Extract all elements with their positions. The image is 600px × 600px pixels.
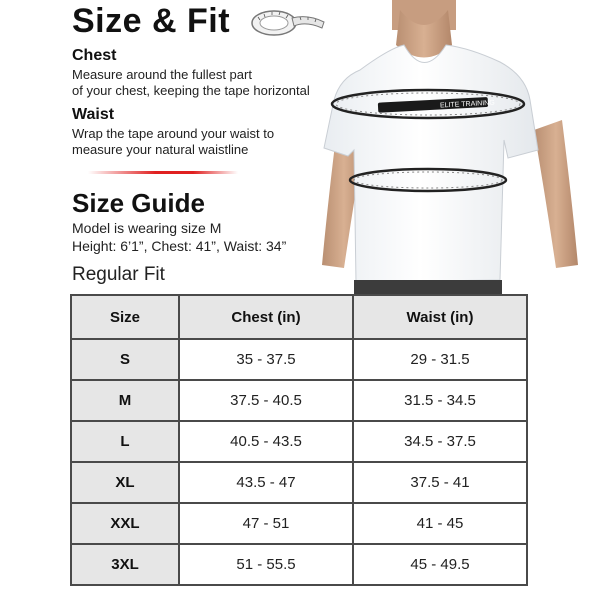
size-cell: XXL [71,503,179,544]
size-chart-table [70,294,528,586]
column-header-size: Size [71,295,179,339]
size-guide-heading: Size Guide [72,188,205,218]
chest-cell: 40.5 - 43.5 [179,421,353,462]
table-row [71,339,527,380]
waist-cell: 41 - 45 [353,503,527,544]
size-cell: S [71,339,179,380]
waist-cell: 45 - 49.5 [353,544,527,585]
model-photo [300,0,600,295]
fit-type-label: Regular Fit [72,264,165,285]
column-header-waist: Waist (in) [353,295,527,339]
chest-cell: 47 - 51 [179,503,353,544]
model-size-note: Model is wearing size M [72,220,222,236]
waist-cell: 37.5 - 41 [353,462,527,503]
waist-cell: 34.5 - 37.5 [353,421,527,462]
size-cell: XL [71,462,179,503]
size-cell: L [71,421,179,462]
model-measurements-note: Height: 6’1”, Chest: 41”, Waist: 34” [72,238,287,254]
table-row [71,544,527,585]
chest-instruction-line-1: Measure around the fullest part [72,67,252,82]
chest-instruction-line-2: of your chest, keeping the tape horizontal [72,83,310,98]
accent-divider [88,171,238,174]
chest-cell: 51 - 55.5 [179,544,353,585]
svg-text:ELITE TRAINING: ELITE TRAINING [439,99,495,110]
table-row [71,503,527,544]
chest-cell: 43.5 - 47 [179,462,353,503]
page-title: Size & Fit [72,2,231,40]
chest-cell: 37.5 - 40.5 [179,380,353,421]
waist-instruction-line-2: measure your natural waistline [72,142,249,157]
chest-cell: 35 - 37.5 [179,339,353,380]
size-cell: 3XL [71,544,179,585]
measuring-tape-icon [248,6,326,40]
table-row [71,380,527,421]
waist-cell: 29 - 31.5 [353,339,527,380]
chest-heading: Chest [72,47,117,64]
column-header-chest: Chest (in) [179,295,353,339]
table-row [71,421,527,462]
waist-cell: 31.5 - 34.5 [353,380,527,421]
table-header-row [71,295,527,339]
waist-heading: Waist [72,106,115,123]
waist-instruction-line-1: Wrap the tape around your waist to [72,126,275,141]
size-cell: M [71,380,179,421]
table-row [71,462,527,503]
